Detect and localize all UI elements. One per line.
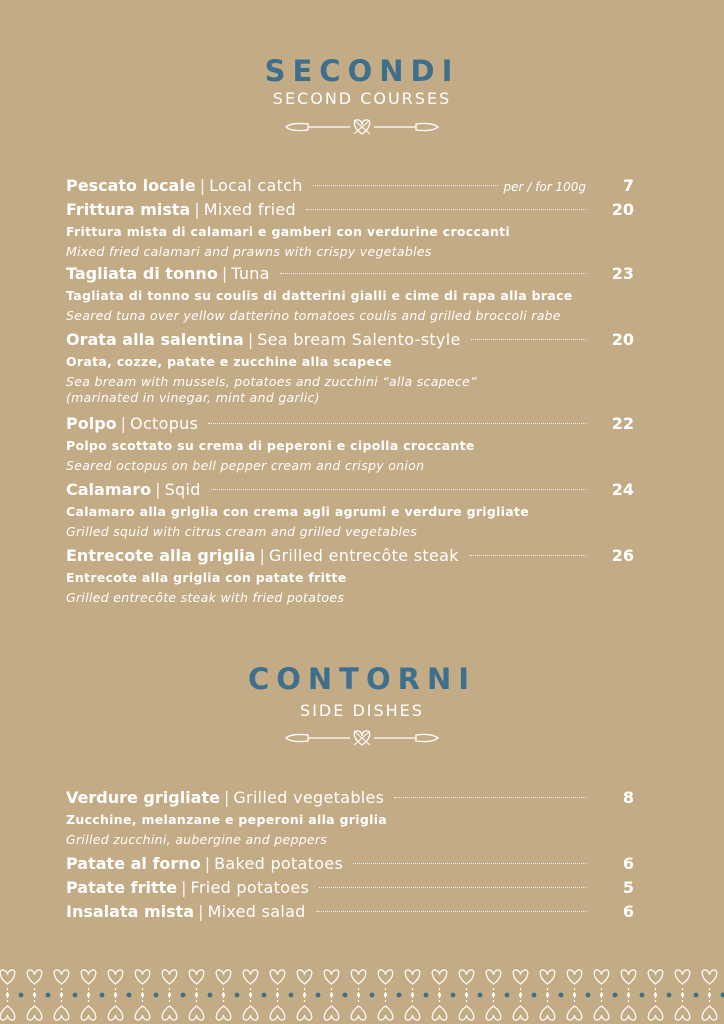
menu-contorni	[66, 786, 634, 924]
leader-dots	[471, 339, 586, 340]
leader-dots	[306, 209, 586, 210]
menu-item	[66, 328, 634, 352]
menu-item	[66, 478, 634, 502]
dish-description-english: Seared octopus on bell pepper cream and crispy onion	[66, 458, 425, 473]
dish-english: Sea bream Salento-style	[257, 330, 461, 349]
dish-english: Mixed salad	[207, 902, 306, 921]
dish-english: Baked potatoes	[214, 854, 344, 873]
leader-dots	[319, 887, 586, 888]
oars-heart-divider-icon	[0, 116, 724, 138]
separator: |	[247, 330, 254, 349]
dish-description-english: Seared tuna over yellow datterino tomatoes coulis and grilled broccoli rabe	[66, 308, 561, 323]
menu-item	[66, 174, 634, 198]
separator: |	[204, 854, 211, 873]
leader-dots	[208, 423, 586, 424]
dish-name: Tagliata di tonno	[66, 264, 218, 283]
dish-name: Verdure grigliate	[66, 788, 220, 807]
dish-description-italian: Orata, cozze, patate e zucchine alla scapece	[66, 354, 392, 369]
separator: |	[223, 788, 230, 807]
leader-dots	[280, 273, 586, 274]
separator: |	[194, 200, 200, 219]
dish-price: 8	[622, 788, 634, 807]
dish-price: 7	[622, 176, 634, 195]
section-subtitle-contorni: SIDE DISHES	[300, 701, 424, 720]
menu-secondi	[66, 174, 634, 608]
leader-dots	[353, 863, 586, 864]
dish-name: Orata alla salentina	[66, 330, 244, 349]
dish-description-italian: Polpo scottato su crema di peperoni e cipolla croccante	[66, 438, 475, 453]
separator: |	[155, 480, 161, 499]
dish-price: 22	[611, 414, 634, 433]
dish-description-italian: Calamaro alla griglia con crema agli agrumi e verdure grigliate	[66, 504, 530, 519]
dish-description-english: Mixed fried calamari and prawns with crispy vegetables	[66, 244, 432, 259]
separator: |	[259, 546, 265, 565]
menu-item	[66, 412, 634, 436]
section-title-contorni: CONTORNI	[247, 662, 477, 696]
dish-description-italian: Tagliata di tonno su coulis di datterini gialli e cime di rapa alla brace	[66, 288, 573, 303]
separator: |	[221, 264, 228, 283]
dish-price: 24	[611, 480, 634, 499]
dish-description-italian: Entrecote alla griglia con patate fritte	[66, 570, 347, 585]
dish-name: Pescato locale	[66, 176, 196, 195]
menu-item	[66, 198, 634, 222]
menu-item	[66, 900, 634, 924]
dish-english: Fried potatoes	[190, 878, 310, 897]
dish-name: Frittura mista	[66, 200, 191, 219]
section-subtitle-secondi: SECOND COURSES	[272, 89, 452, 108]
dish-english: Sqid	[164, 480, 201, 499]
dish-description-english: Sea bream with mussels, potatoes and zucchini “alla scapece”	[66, 374, 477, 389]
dish-name: Patate fritte	[66, 878, 178, 897]
dish-description-english: Grilled zucchini, aubergine and peppers	[66, 832, 328, 847]
menu-item	[66, 786, 634, 810]
oars-heart-divider-icon	[0, 727, 724, 749]
dish-english: Octopus	[130, 414, 199, 433]
dish-name: Patate al forno	[66, 854, 201, 873]
leader-dots	[313, 185, 498, 186]
dish-price: 26	[611, 546, 634, 565]
dish-english: Grilled vegetables	[233, 788, 385, 807]
separator: |	[198, 902, 204, 921]
leader-dots	[394, 797, 586, 798]
menu-item	[66, 876, 634, 900]
dish-name: Entrecote alla griglia	[66, 546, 256, 565]
menu-item	[66, 544, 634, 568]
dish-price: 6	[622, 902, 634, 921]
dish-english: Grilled entrecôte steak	[268, 546, 459, 565]
separator: |	[181, 878, 187, 897]
heart-pattern-border-icon	[0, 966, 724, 1024]
dish-price: 6	[622, 854, 634, 873]
dish-description-italian: Frittura mista di calamari e gamberi con verdurine croccanti	[66, 224, 511, 239]
dish-price: 20	[611, 200, 634, 219]
dish-english: Mixed fried	[203, 200, 297, 219]
separator: |	[120, 414, 127, 433]
dish-name: Insalata mista	[66, 902, 195, 921]
menu-item	[66, 852, 634, 876]
dish-description-english: Grilled entrecôte steak with fried potatoes	[66, 590, 345, 605]
dish-price: 5	[622, 878, 634, 897]
dish-price: 20	[611, 330, 634, 349]
separator: |	[199, 176, 206, 195]
dish-description-english-note: (marinated in vinegar, mint and garlic)	[66, 390, 320, 405]
dish-name: Calamaro	[66, 480, 152, 499]
leader-dots	[469, 555, 586, 556]
dish-description-italian: Zucchine, melanzane e peperoni alla griglia	[66, 812, 388, 827]
dish-description-english: Grilled squid with citrus cream and grilled vegetables	[66, 524, 418, 539]
leader-dots	[316, 911, 586, 912]
leader-dots	[211, 489, 586, 490]
dish-name: Polpo	[66, 414, 117, 433]
dish-english: Tuna	[231, 264, 270, 283]
dish-english: Local catch	[209, 176, 303, 195]
dish-price: 23	[611, 264, 634, 283]
price-unit: per / for 100g	[503, 180, 586, 194]
menu-item	[66, 262, 634, 286]
section-title-secondi: SECONDI	[264, 54, 460, 88]
